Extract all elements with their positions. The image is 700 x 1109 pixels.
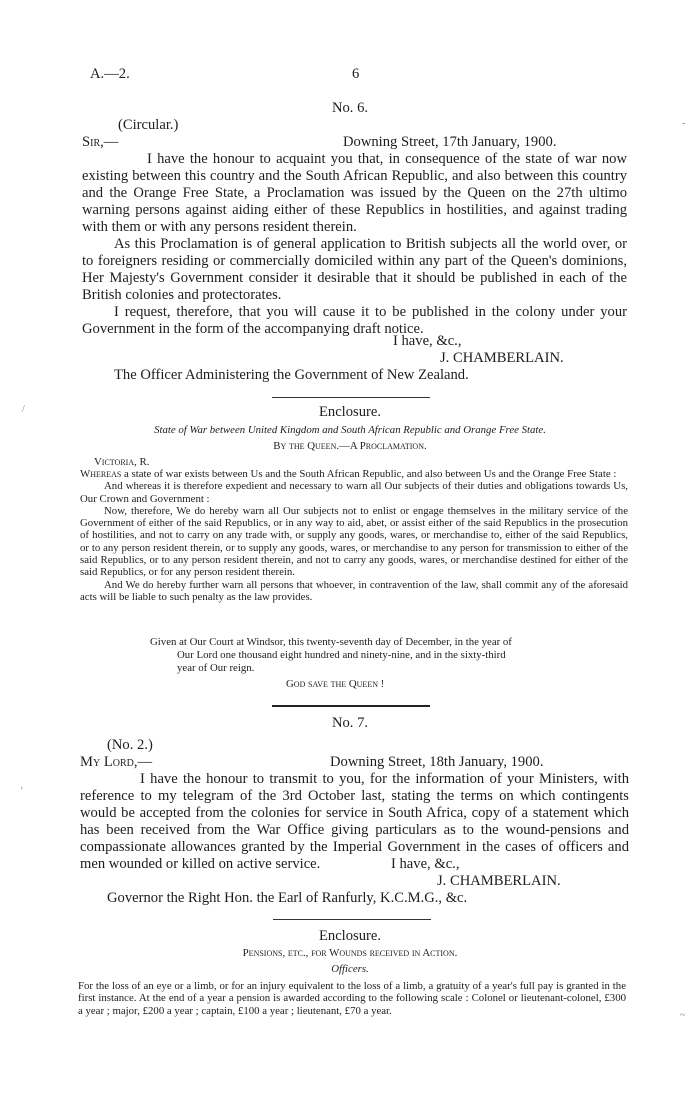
enclosure1-byline: By the Queen.—A Proclamation.: [273, 440, 427, 452]
given-line-1: Given at Our Court at Windsor, this twenty-seventh day of December, in the year of: [150, 636, 512, 648]
doc7-place-date: Downing Street, 18th January, 1900.: [330, 754, 544, 770]
proclamation-paragraph-3: Now, therefore, We do hereby warn all Our subjects not to enlist or engage themselves in the military service of the Government of either of the said Republics, or in any way to aid, abet, or assist either of the said Republics in the prosecution of hostilities, and not to carry on any trade with, or supply any goods, wares, or merchandise to, either of the said Republics, or to any person resident therein, or to supply any goods, wares, or merchandise to any person for transmission to either of the said Republics, or to any person resident therein, and not to carry any goods, wares, or merchandise destined for either of the said Republics, or for any person resident therein.: [80, 504, 628, 579]
doc6-paragraph-1: I have the honour to acquaint you that, in consequence of the state of war now existing between this country and the South African Republic, and also between this country and the Orange Free State, a Proclamation was issued by the Queen on the 27th ultimo warning persons against aiding either of these Republics in hostilities, and against trading with them or with any persons resident therein.: [82, 151, 627, 235]
scan-mark: ‚: [20, 780, 24, 791]
doc6-paragraph-3: I request, therefore, that you will cause it to be published in the colony under your Government in the form of the accompanying draft notice.: [82, 304, 627, 337]
proclamation-body: [80, 468, 628, 603]
doc6-paragraph-2: As this Proclamation is of general application to British subjects all the world over, or to foreigners residing or commercially domiciled within any part of the Queen's dominions, Her Majesty's Government consider it desirable that it should be published in each of the British colonies and protectorates.: [82, 236, 627, 303]
doc6-signature: J. CHAMBERLAIN.: [440, 350, 564, 366]
doc7-salutation: My Lord,—: [80, 754, 153, 770]
page-reference: A.—2.: [90, 66, 130, 82]
doc6-addressee: The Officer Administering the Government of New Zealand.: [114, 367, 469, 383]
enclosure1-title: State of War between United Kingdom and South African Republic and Orange Free State.: [154, 424, 546, 436]
doc6-salutation: Sir,—: [82, 134, 119, 150]
doc7-number: No. 7.: [331, 715, 369, 731]
doc7-body: [80, 771, 629, 873]
given-line-3: year of Our reign.: [177, 662, 255, 674]
enclosure1-sovereign: Victoria, R.: [94, 456, 150, 468]
doc6-place-date: Downing Street, 17th January, 1900.: [343, 134, 557, 150]
doc7-paragraph-1: I have the honour to transmit to you, for the information of your Ministers, with reference to my telegram of the 3rd October last, stating the terms on which contingents would be accepted from the colonies for service in South Africa, copy of a statement which has been received from the War Office giving particulars as to the wound-pensions and compassionate allowances granted by the Imperial Government in the cases of officers and men wounded or killed on active service.: [80, 771, 629, 872]
doc6-closing: I have, &c.,: [393, 333, 462, 349]
enclosure2-paragraph-1: For the loss of an eye or a limb, or for an injury equivalent to the loss of a limb, a gratuity of a year's full pay is granted in the first instance. At the end of a year a pension is awarded according to the following scale : Colonel or lieutenant-colonel, £300 a year ; major, £200 a year ; captain, £100 a year ; lieutenant, £70 a year.: [78, 980, 626, 1017]
given-line-2: Our Lord one thousand eight hundred and ninety-nine, and in the sixty-third: [177, 649, 506, 661]
doc6-number: No. 6.: [331, 100, 369, 116]
page-number: 6: [352, 66, 360, 82]
enclosure2-heading: Enclosure.: [318, 928, 381, 944]
section-divider: [272, 397, 430, 398]
doc6-body: [82, 151, 627, 338]
proclamation-paragraph-2: And whereas it is therefore expedient and necessary to warn all Our subjects of their duties and obligations towards Us, Our Crown and Government :: [80, 480, 628, 505]
doc7-closing: I have, &c.,: [391, 856, 460, 872]
proclamation-paragraph-4: And We do hereby further warn all persons that whoever, in contravention of the law, shall commit any of the aforesaid acts will be liable to such penalty as the law provides.: [80, 578, 628, 603]
enclosure2-title: Pensions, etc., for Wounds received in Action.: [242, 947, 458, 959]
whereas-lead: Whereas: [80, 468, 122, 480]
section-divider-thick: [272, 705, 430, 707]
enclosure2-body: [78, 980, 626, 1017]
doc7-addressee: Governor the Right Hon. the Earl of Ranfurly, K.C.M.G., &c.: [107, 890, 468, 906]
scan-mark: /: [22, 404, 25, 415]
proclamation-paragraph-1: Whereas a state of war exists between Us and the South African Republic, and also between Us and the Orange Free State :: [80, 468, 617, 480]
doc7-signature: J. CHAMBERLAIN.: [437, 873, 561, 889]
scan-mark: ~: [680, 1010, 686, 1021]
god-save-the-queen: God save the Queen !: [286, 678, 385, 690]
enclosure1-heading: Enclosure.: [318, 404, 381, 420]
doc6-tag: (Circular.): [118, 117, 179, 133]
enclosure2-subtitle: Officers.: [331, 963, 369, 975]
doc7-tag: (No. 2.): [107, 737, 153, 753]
scan-mark: ‑: [682, 118, 686, 129]
section-divider: [273, 919, 431, 920]
